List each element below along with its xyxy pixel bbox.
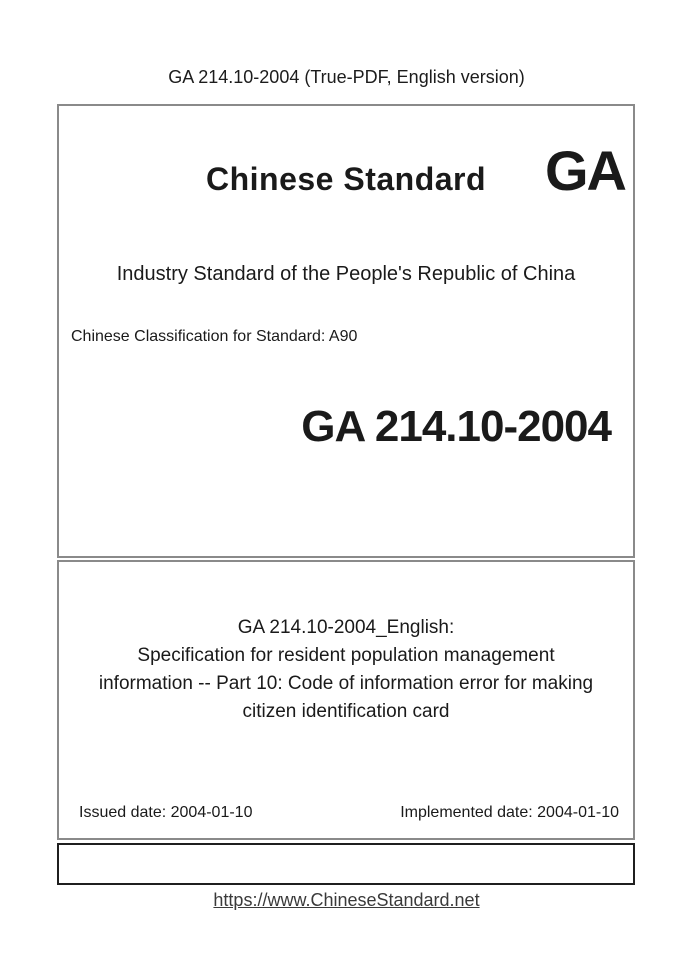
title-line: citizen identification card — [242, 701, 450, 722]
title-line: information -- Part 10: Code of information error for making — [98, 673, 594, 694]
issued-date: Issued date: 2004-01-10 — [79, 804, 253, 821]
footer — [0, 889, 693, 911]
dates-row — [79, 803, 619, 822]
industry-standard-line: Industry Standard of the People's Republic of China — [116, 263, 576, 285]
page-header: GA 214.10-2004 (True-PDF, English version) — [168, 67, 525, 87]
title-line: GA 214.10-2004_English: — [237, 617, 455, 638]
brand-title: Chinese Standard — [205, 161, 487, 197]
cover-lower-box — [57, 560, 635, 840]
classification-line: Chinese Classification for Standard: A90 — [71, 328, 358, 345]
title-line: Specification for resident population management — [137, 645, 555, 666]
blank-strip-box — [57, 843, 635, 885]
footer-url-link[interactable]: https://www.ChineseStandard.net — [213, 890, 480, 910]
standard-title-block — [59, 614, 633, 726]
ga-logo: GA — [545, 139, 625, 202]
implemented-date: Implemented date: 2004-01-10 — [400, 804, 619, 821]
standard-number: GA 214.10-2004 — [301, 402, 611, 451]
cover-upper-box — [57, 104, 635, 558]
